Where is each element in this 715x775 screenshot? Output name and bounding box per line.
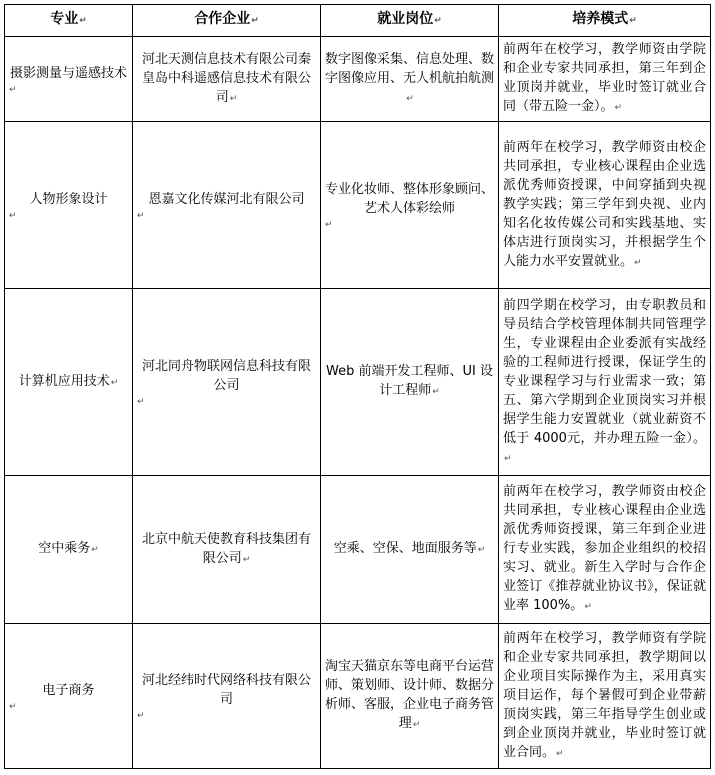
- paragraph-mark-icon: ↵: [629, 16, 637, 26]
- table-header-row: [5, 5, 711, 37]
- cell-company: 北京中航天使教育科技集团有限公司↵: [133, 476, 321, 624]
- paragraph-mark-icon: ↵: [325, 220, 333, 230]
- cell-major: 摄影测量与遥感技术 ↵: [5, 37, 133, 122]
- table-row: [5, 289, 711, 476]
- table-row: [5, 476, 711, 624]
- paragraph-mark-icon: ↵: [412, 720, 421, 730]
- paragraph-mark-icon: ↵: [584, 602, 592, 612]
- header-position: 就业岗位↵: [321, 5, 499, 37]
- paragraph-mark-icon: ↵: [406, 93, 414, 104]
- paragraph-mark-icon: ↵: [251, 16, 259, 26]
- paragraph-mark-icon: ↵: [229, 93, 238, 104]
- cell-company: 河北天测信息技术有限公司秦皇岛中科遥感信息技术有限公司↵: [133, 37, 321, 122]
- paragraph-mark-icon: ↵: [504, 453, 512, 464]
- cell-mode: 前两年在校学习，教学师资有学院和企业专家共同承担，教学期间以企业项目实际操作为主，采用真实项目运作，每个暑假可到企业带薪顶岗实践，第三年指导学生创业或到企业顶岗并就业，毕业时签订就业合同。↵: [499, 624, 711, 769]
- cell-position: Web 前端开发工程师、UI 设计工程师↵: [321, 289, 499, 476]
- paragraph-mark-icon: ↵: [242, 554, 251, 565]
- cell-company: 河北经纬时代网络科技有限公司 ↵: [133, 624, 321, 769]
- cell-position: 淘宝天猫京东等电商平台运营师、策划师、设计师、数据分析师、客服，企业电子商务管理↵: [321, 624, 499, 769]
- paragraph-mark-icon: ↵: [434, 16, 442, 26]
- cell-company: 恩嘉文化传媒河北有限公司 ↵: [133, 122, 321, 289]
- paragraph-mark-icon: ↵: [79, 16, 87, 26]
- cell-mode: 前两年在校学习，教学师资由校企共同承担，专业核心课程由企业选派优秀师资授课，第三年到企业进行专业实践，参加企业组织的校招实习、就业。新生入学时与合作企业签订《推荐就业协议书》，保证就业率 100%。↵: [499, 476, 711, 624]
- paragraph-mark-icon: ↵: [110, 377, 119, 388]
- table-row: [5, 37, 711, 122]
- paragraph-mark-icon: ↵: [137, 711, 145, 721]
- cell-mode: 前四学期在校学习，由专职教员和导员结合学校管理体制共同管理学生，专业课程由企业委派有实战经验的工程师进行授课，保证学生的专业课程学习与行业需求一致；第五、第六学期到企业顶岗实习并根据学生能力安置就业（就业薪资不低于 4000元，并办理五险一金）。↵: [499, 289, 711, 476]
- paragraph-mark-icon: ↵: [634, 257, 642, 268]
- cell-position: 专业化妆师、整体形象顾问、艺术人体彩绘师 ↵: [321, 122, 499, 289]
- cell-position: 数字图像采集、信息处理、数字图像应用、无人机航拍航测↵: [321, 37, 499, 122]
- cell-company: 河北同舟物联网信息科技有限公司 ↵: [133, 289, 321, 476]
- table-row: [5, 122, 711, 289]
- paragraph-mark-icon: ↵: [137, 210, 145, 221]
- header-mode: 培养模式↵: [499, 5, 711, 37]
- paragraph-mark-icon: ↵: [556, 748, 564, 759]
- cell-major: 人物形象设计 ↵: [5, 122, 133, 289]
- table-row: [5, 624, 711, 769]
- paragraph-mark-icon: ↵: [9, 701, 17, 712]
- cell-major: 空中乘务↵: [5, 476, 133, 624]
- cell-major: 计算机应用技术↵: [5, 289, 133, 476]
- cell-major: 电子商务 ↵: [5, 624, 133, 769]
- cell-mode: 前两年在校学习，教学师资由校企共同承担，专业核心课程由企业选派优秀师资授课，中间穿插到央视教学实践；第三学年到央视、业内知名化妆传媒公司和实践基地、实体店进行顶岗实习，并根据学生个人能力水平安置就业。↵: [499, 122, 711, 289]
- cell-position: 空乘、空保、地面服务等↵: [321, 476, 499, 624]
- paragraph-mark-icon: ↵: [614, 103, 623, 113]
- paragraph-mark-icon: ↵: [9, 84, 17, 95]
- training-table: [4, 4, 711, 769]
- paragraph-mark-icon: ↵: [9, 210, 17, 221]
- header-company: 合作企业↵: [133, 5, 321, 37]
- paragraph-mark-icon: ↵: [137, 397, 145, 407]
- header-major: 专业↵: [5, 5, 133, 37]
- paragraph-mark-icon: ↵: [432, 387, 440, 397]
- cell-mode: 前两年在校学习，教学师资由学院和企业专家共同承担，第三年到企业顶岗并就业，毕业时签订就业合同（带五险一金）。↵: [499, 37, 711, 122]
- paragraph-mark-icon: ↵: [477, 545, 486, 555]
- paragraph-mark-icon: ↵: [91, 545, 99, 555]
